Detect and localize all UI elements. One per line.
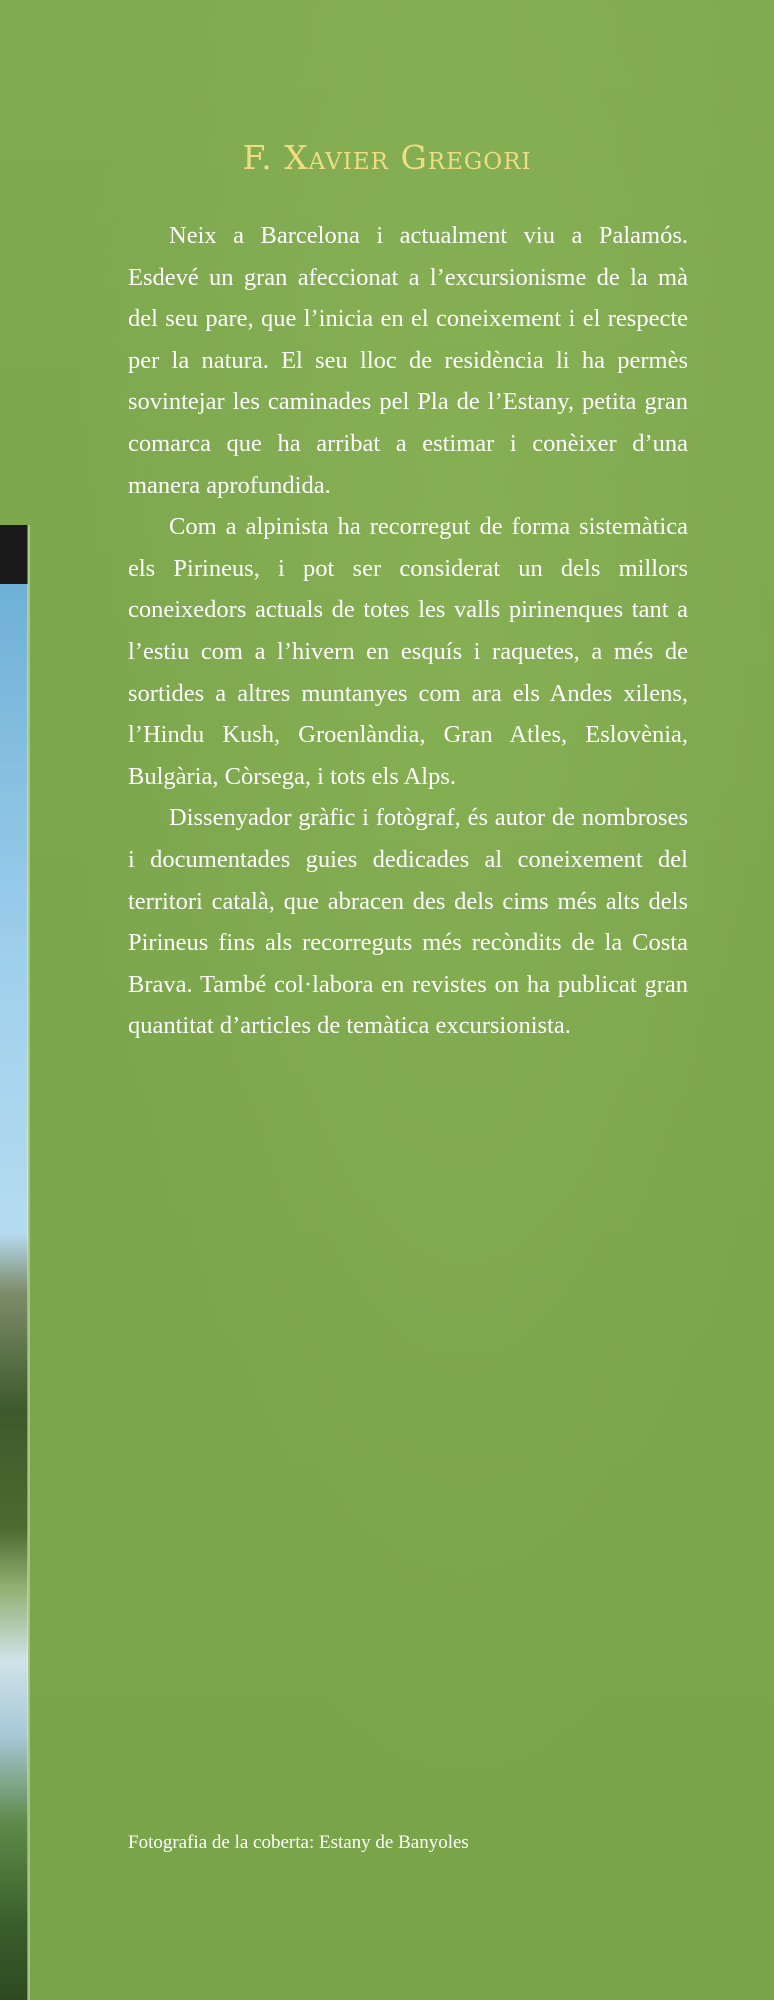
bio-paragraph-1: Neix a Barcelona i actualment viu a Palamós. Esdevé un gran afeccionat a l’excursionisme de la mà del seu pare, que l’inicia en el coneixement i el respecte per la natura. El seu lloc de residència li ha permès sovintejar les caminades pel Pla de l’Estany, petita gran comarca que ha arribat a estimar i conèixer d’una manera aprofundida.: [128, 222, 688, 499]
author-name: F. Xavier Gregori: [242, 138, 532, 177]
author-biography: [128, 215, 688, 1047]
photo-caption: Fotografia de la coberta: Estany de Banyoles: [128, 1832, 469, 1853]
bio-paragraph-3: Dissenyador gràfic i fotògraf, és autor de nombroses i documentades guies dedicades al coneixement del territori català, que abracen des dels cims més alts dels Pirineus fins als recorreguts més recòndits de la Costa Brava. També col·labora en revistes on ha publicat gran quantitat d’articles de temàtica excursionista.: [128, 804, 688, 1040]
bio-paragraph-2: Com a alpinista ha recorregut de forma sistemàtica els Pirineus, i pot ser considerat un dels millors coneixedors actuals de totes les valls pirinenques tant a l’estiu com a l’hivern en esquís i raquetes, a més de sortides a altres muntanyes com ara els Andes xilens, l’Hindu Kush, Groenlàndia, Gran Atles, Eslovènia, Bulgària, Còrsega, i tots els Alps.: [128, 513, 688, 790]
cover-photo-strip: [0, 525, 28, 2000]
photo-strip-edge: [27, 525, 30, 2000]
